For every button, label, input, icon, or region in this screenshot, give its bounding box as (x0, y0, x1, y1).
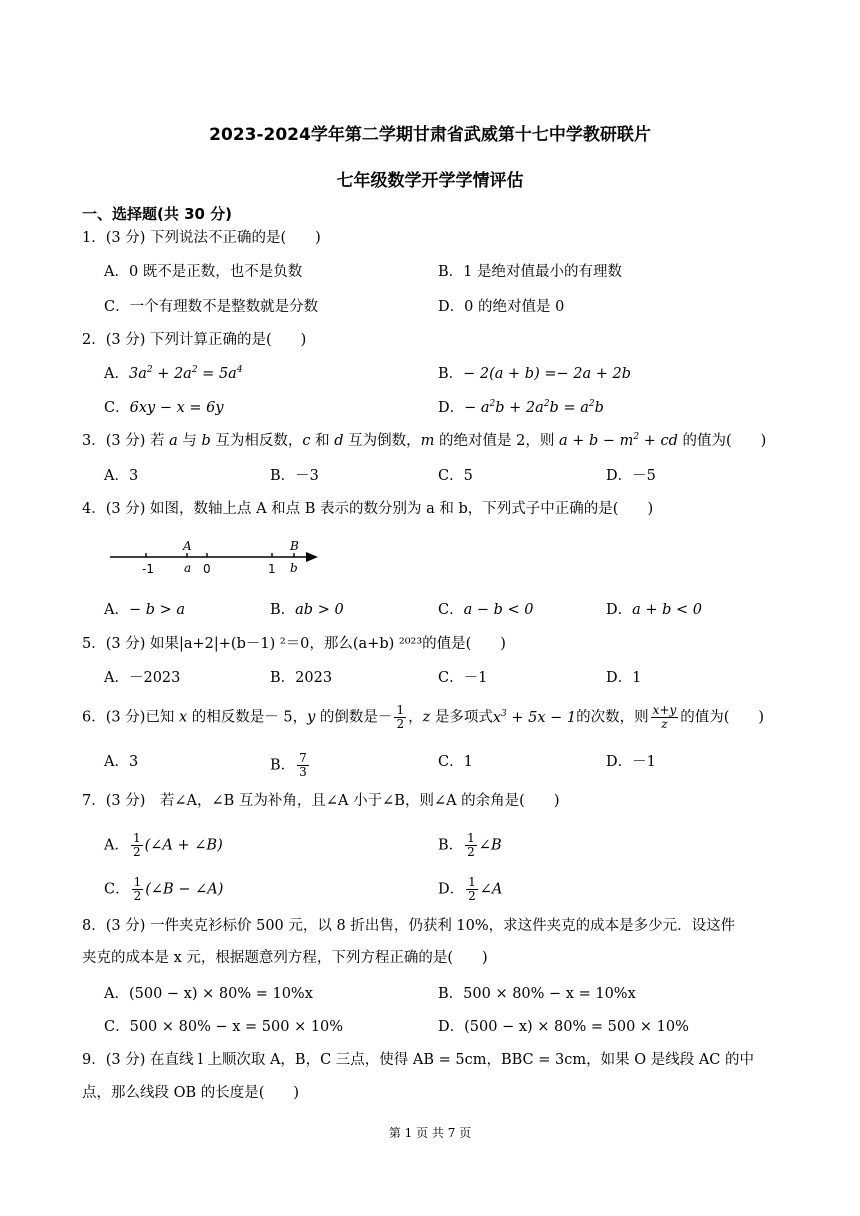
q6-option-b: B． $\frac{7}{3}$ (270, 751, 307, 779)
q4-option-d: D．a + b < 0 (606, 602, 703, 618)
q5-option-a: A．－2023 (104, 670, 181, 686)
value-b-label: b (290, 561, 298, 575)
q7-option-c: C． $\frac{1}{2}$ (∠B − ∠A) (104, 875, 224, 903)
q9-stem-line1: 9．(3 分) 在直线 l 上顺次取 A，B，C 三点，使得 AB = 5cm，BBC = 3cm，如果 O 是线段 AC 的中 (82, 1052, 755, 1068)
q8-option-a: A．(500 − x) × 80% = 10%x (104, 986, 313, 1002)
number-line-figure (100, 535, 330, 580)
q3-stem: 3．(3 分) 若 a 与 b 互为相反数，c 和 d 互为倒数，m 的绝对值是 2，则 $a + b - m^2$ + cd 的值为( ) (82, 432, 767, 449)
q2-option-b: B．− 2(a + b) =− 2a + 2b (438, 366, 632, 382)
number-line-arrow (306, 552, 318, 562)
fraction-one-half: $\frac{1}{2}$ (396, 703, 405, 731)
title-line2: 七年级数学开学学情评估 (336, 171, 524, 191)
label-neg1: -1 (142, 562, 154, 576)
point-a-label: A (183, 539, 192, 553)
q1-option-a: A．0 既不是正数，也不是负数 (104, 264, 303, 280)
q6-stem: 6．(3 分)已知 x 的相反数是－ 5，y 的倒数是－ $\frac{1}{2}$ ，z 是多项式$x^3 + 5x - 1$的次数，则 $\frac{x+y}{z}$ 的值为( ) (82, 703, 765, 731)
q5-option-d: D．1 (606, 670, 642, 686)
point-b-label: B (290, 539, 299, 553)
q7-option-a: A． $\frac{1}{2}$ (∠A + ∠B) (104, 831, 223, 859)
q1-option-d: D．0 的绝对值是 0 (438, 299, 565, 315)
q5-option-c: C．－1 (438, 670, 488, 686)
q7-option-d: D． $\frac{1}{2}$ ∠A (438, 875, 503, 903)
q4-option-a: A．− b > a (104, 602, 186, 618)
q2-option-a: A．$3a^2 + 2a^2 = 5a^4$ (104, 365, 243, 382)
q6-option-a: A．3 (104, 754, 139, 770)
title-line1: 2023-2024学年第二学期甘肃省武威第十七中学教研联片 (209, 125, 651, 145)
q6-option-c: C．1 (438, 754, 473, 770)
q3-option-d: D．－5 (606, 468, 656, 484)
q7-stem: 7．(3 分) 若∠A，∠B 互为补角，且∠A 小于∠B，则∠A 的余角是( ) (82, 793, 560, 809)
q7-option-b: B． $\frac{1}{2}$ ∠B (438, 831, 502, 859)
q8-option-b: B．500 × 80% − x = 10%x (438, 986, 636, 1002)
q8-stem-line1: 8．(3 分) 一件夹克衫标价 500 元，以 8 折出售，仍获利 10%，求这件夹克的成本是多少元．设这件 (82, 918, 736, 934)
q6-option-d: D．－1 (606, 754, 656, 770)
q9-stem-line2: 点，那么线段 OB 的长度是( ) (82, 1085, 300, 1101)
q4-option-c: C．a − b < 0 (438, 602, 534, 618)
q1-option-b: B．1 是绝对值最小的有理数 (438, 264, 622, 280)
q3-option-c: C．5 (438, 468, 473, 484)
q4-stem: 4．(3 分) 如图，数轴上点 A 和点 B 表示的数分别为 a 和 b，下列式子中正确的是( ) (82, 501, 654, 517)
q2-option-c: C．6xy − x = 6y (104, 400, 224, 416)
q3-option-b: B．－3 (270, 468, 319, 484)
section-heading: 一、选择题(共 30 分) (82, 205, 233, 223)
q8-stem-line2: 夹克的成本是 x 元，根据题意列方程，下列方程正确的是( ) (82, 950, 488, 966)
q8-option-c: C．500 × 80% − x = 500 × 10% (104, 1019, 344, 1035)
q2-option-d: D．− $a^2b + 2a^2b = a^2b$ (438, 399, 604, 416)
q5-stem: 5．(3 分) 如果|a+2|+(b－1) ²＝0，那么(a+b) ²⁰²³的值是( ) (82, 636, 506, 652)
fraction-x-plus-y-over-z: $\frac{x+y}{z}$ (652, 703, 677, 731)
page-footer: 第 1 页 共 7 页 (388, 1126, 472, 1140)
label-0: 0 (203, 562, 211, 576)
q4-option-b: B．ab > 0 (270, 602, 344, 618)
q3-option-a: A．3 (104, 468, 139, 484)
value-a-label: a (184, 561, 192, 575)
q5-option-b: B．2023 (270, 670, 333, 686)
q2-stem: 2．(3 分) 下列计算正确的是( ) (82, 332, 307, 348)
q8-option-d: D．(500 − x) × 80% = 500 × 10% (438, 1019, 689, 1035)
q1-option-c: C．一个有理数不是整数就是分数 (104, 299, 319, 315)
label-1: 1 (268, 562, 276, 576)
q1-stem: 1．(3 分) 下列说法不正确的是( ) (82, 230, 321, 246)
